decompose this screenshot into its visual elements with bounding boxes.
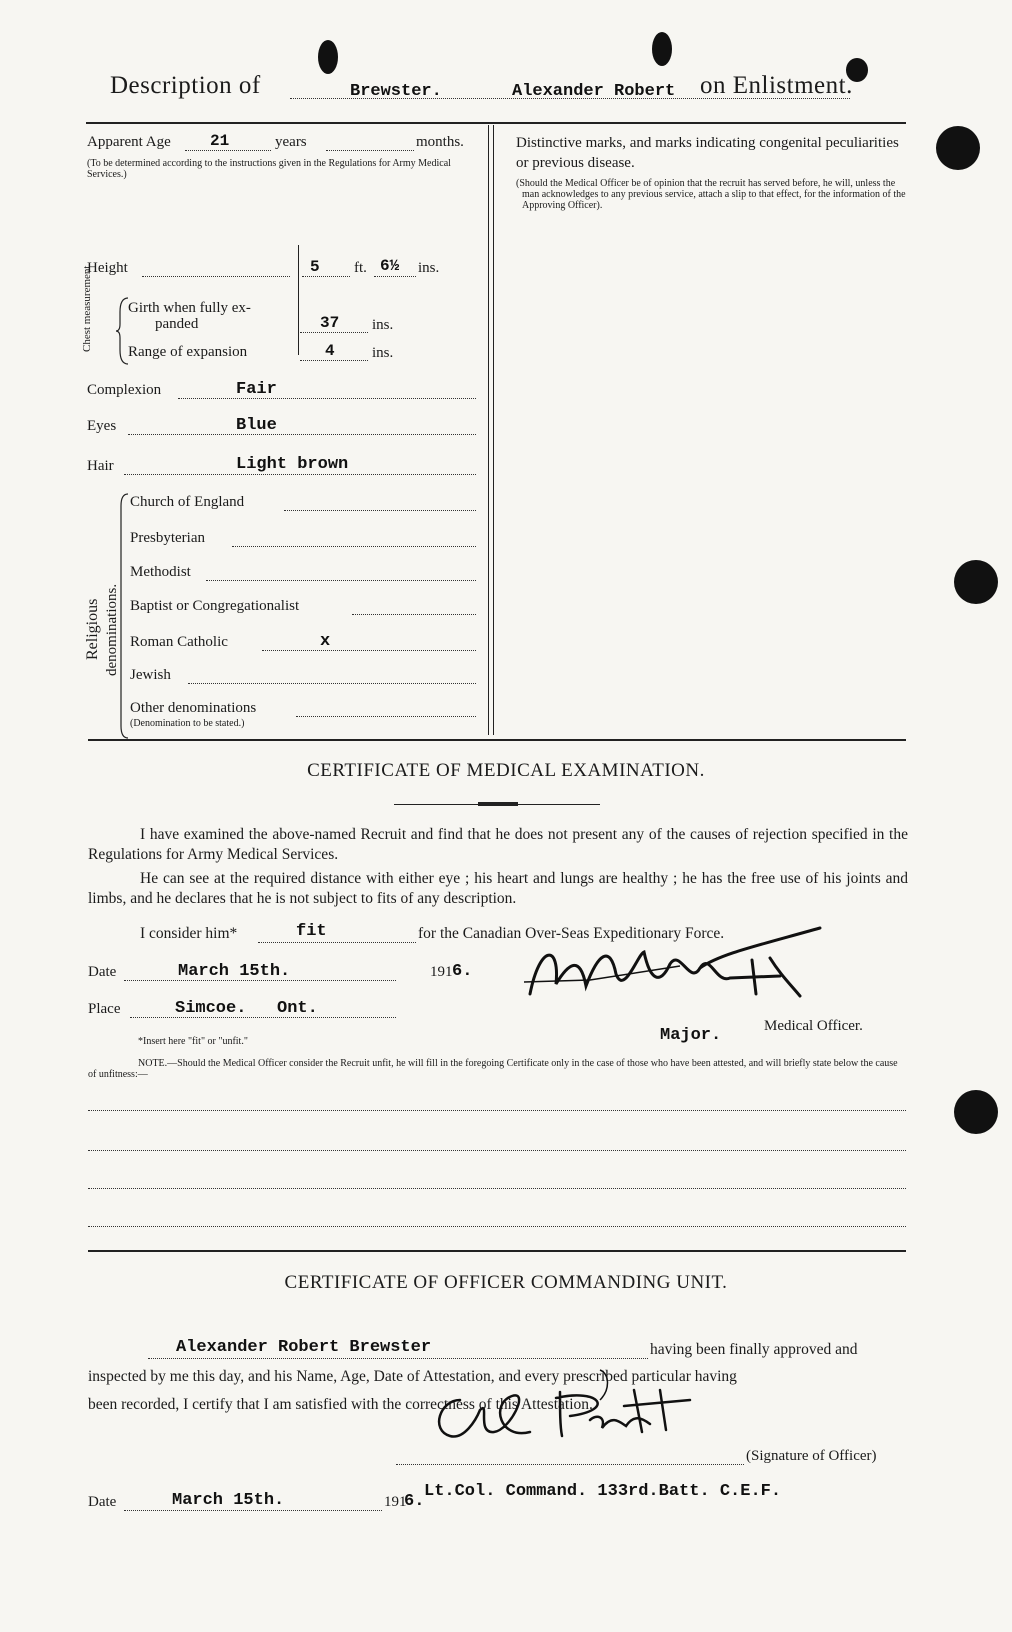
eyes-label: Eyes	[87, 418, 117, 434]
religion-side-label-1: Religious	[84, 598, 101, 660]
commanding-officer-signature	[420, 1370, 720, 1450]
range-label: Range of expansion	[128, 344, 248, 360]
header-prefix: Description of	[110, 72, 261, 99]
hair-value: Light brown	[236, 455, 349, 474]
medical-year-prefix: 191	[430, 964, 453, 980]
header-given-names: Alexander Robert	[512, 82, 676, 101]
section-rule-1	[88, 739, 906, 741]
girth-label-1: Girth when fully ex-	[128, 300, 251, 316]
hair-label: Hair	[87, 458, 114, 474]
commanding-officer-title: Lt.Col. Command. 133rd.Batt. C.E.F.	[424, 1482, 782, 1501]
complexion-value: Fair	[236, 380, 277, 399]
column-divider	[488, 125, 489, 735]
commanding-line-2: inspected by me this day, and his Name, Age, Date of Attestation, and every prescribed particular having	[88, 1368, 737, 1385]
religion-methodist: Methodist	[130, 564, 191, 580]
section-rule-2	[88, 1250, 906, 1252]
religion-roman-catholic: Roman Catholic	[130, 634, 228, 650]
religion-other: Other denominations	[130, 700, 257, 716]
signature-label: (Signature of Officer)	[746, 1448, 877, 1464]
unfitness-note: NOTE.—Should the Medical Officer consider the Recruit unfit, he will fill in the foregoing Certificate only in the case of those who have been attested, and will briefly state below the cause of unfitness:—	[88, 1058, 898, 1080]
medical-officer-label: Medical Officer.	[764, 1018, 863, 1034]
girth-value: 37	[320, 314, 340, 332]
header-suffix: on Enlistment.	[700, 72, 853, 99]
insert-note: *Insert here "fit" or "unfit."	[138, 1036, 248, 1047]
medical-paragraph-1: I have examined the above-named Recruit and find that he does not present any of the causes of rejection specified in the Regulations for Army Medical Services.	[88, 826, 908, 863]
medical-officer-rank: Major.	[660, 1026, 722, 1045]
height-inches-value: 6½	[380, 257, 400, 275]
religion-bracket	[118, 494, 130, 738]
medical-officer-signature	[520, 924, 840, 1024]
chest-measurement-side-label: Chest measurement	[81, 265, 93, 352]
medical-date-value: March 15th.	[178, 962, 291, 981]
eyes-value: Blue	[236, 416, 277, 435]
marks-title: Distinctive marks, and marks indicating congenital peculiarities or previous disease.	[516, 135, 899, 171]
commanding-year-prefix: 191	[384, 1494, 407, 1510]
punch-hole-top	[936, 126, 980, 170]
complexion-label: Complexion	[87, 382, 162, 398]
header-surname: Brewster.	[350, 82, 442, 101]
header-rule	[86, 122, 906, 124]
inches-label: ins.	[418, 260, 440, 276]
years-label: years	[275, 134, 307, 150]
marks-note: (Should the Medical Officer be of opinion that the recruit has served before, he will, unless the man acknowledges to any previous service, attach a slip to that effect, for the information of the Approving Officer).	[516, 178, 906, 211]
religion-baptist: Baptist or Congregationalist	[130, 598, 300, 614]
religion-mark: x	[320, 632, 331, 651]
commanding-title: CERTIFICATE OF OFFICER COMMANDING UNIT.	[284, 1272, 728, 1293]
feet-label: ft.	[354, 260, 367, 276]
medical-title: CERTIFICATE OF MEDICAL EXAMINATION.	[307, 760, 705, 781]
religion-side-label-2: denominations.	[104, 583, 120, 676]
consider-suffix: for the Canadian Over-Seas Expeditionary Force.	[418, 925, 725, 942]
age-instructions: (To be determined according to the instructions given in the Regulations for Army Medical Services.)	[87, 158, 451, 180]
place-label: Place	[88, 1001, 121, 1017]
religion-jewish: Jewish	[130, 667, 171, 683]
unfitness-line-2	[88, 1150, 906, 1151]
medical-year-digit: 6.	[452, 962, 473, 981]
age-value: 21	[210, 132, 230, 150]
unfitness-line-4	[88, 1226, 906, 1227]
girth-label-2: panded	[155, 316, 199, 332]
ink-blot-1	[318, 40, 338, 74]
religion-church-of-england: Church of England	[130, 494, 245, 510]
age-label: Apparent Age	[87, 134, 171, 150]
height-feet-value: 5	[310, 258, 320, 276]
place-value: Simcoe. Ont.	[175, 999, 318, 1018]
medical-date-label: Date	[88, 964, 117, 980]
ink-blot-2	[652, 32, 672, 66]
commanding-line-1: having been finally approved and	[650, 1341, 858, 1358]
range-value: 4	[325, 342, 335, 360]
commanding-year-digit: 6.	[404, 1492, 425, 1511]
recruit-full-name: Alexander Robert Brewster	[176, 1338, 432, 1357]
unfitness-line-3	[88, 1188, 906, 1189]
medical-paragraph-2: He can see at the required distance with either eye ; his heart and lungs are healthy ; he has the free use of his joints and limbs, and he declares that he is not subject to fits of any description.	[88, 870, 908, 907]
unfitness-line-1	[88, 1110, 906, 1111]
girth-ins-label: ins.	[372, 317, 394, 333]
denomination-note: (Denomination to be stated.)	[130, 718, 245, 729]
commanding-date-value: March 15th.	[172, 1491, 285, 1510]
commanding-line-3: been recorded, I certify that I am satisfied with the correctness of this Attestation.	[88, 1396, 593, 1413]
punch-hole-low	[954, 1090, 998, 1134]
punch-hole-mid	[954, 560, 998, 604]
commanding-date-label: Date	[88, 1494, 117, 1510]
religion-presbyterian: Presbyterian	[130, 530, 205, 546]
fitness-value: fit	[296, 922, 327, 941]
range-ins-label: ins.	[372, 345, 394, 361]
months-label: months.	[416, 134, 464, 150]
height-label: Height	[87, 260, 128, 276]
consider-prefix: I consider him*	[140, 925, 238, 942]
